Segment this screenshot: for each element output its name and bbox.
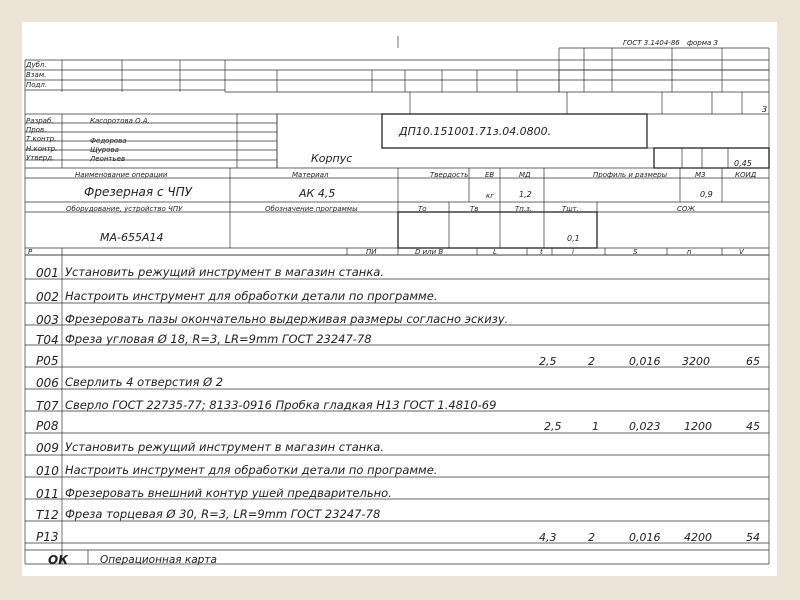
operation-name: Фрезерная с ЧПУ (84, 185, 192, 199)
role-label: Т.контр. (26, 135, 57, 143)
cutting-speed: 65 (746, 355, 760, 368)
role-name: Щурова (90, 146, 119, 154)
col-d-header: D или В (415, 248, 444, 256)
line-text: Сверло ГОСТ 22735-77; 8133-0916 Пробка гладкая Н13 ГОСТ 1.4810-69 (65, 398, 497, 412)
part-mass: 0,45 (734, 159, 752, 168)
sozh-header: СОЖ (677, 205, 695, 213)
tsht-value: 0,1 (567, 234, 580, 243)
line-label: 003 (36, 313, 59, 327)
spindle-speed: 4200 (684, 531, 712, 544)
tpz-header: Тп.з. (515, 205, 533, 213)
tv-header: Тв (470, 205, 479, 213)
line-text: Установить режущий инструмент в магазин станка. (65, 265, 384, 279)
hardness-header: Твердость (430, 171, 469, 179)
col-pi-header: ПИ (366, 248, 377, 256)
role-label: Пров. (26, 126, 47, 134)
tsht-header: Тшт. (562, 205, 579, 213)
feed-value: 0,023 (629, 420, 661, 433)
operation-card-sheet (22, 22, 777, 576)
koid-header: КОИД (735, 171, 757, 179)
line-text: Фрезеровать пазы окончательно выдерживая размеры согласно эскизу. (65, 312, 509, 326)
col-t-header: t (540, 248, 543, 256)
cutting-speed: 54 (746, 531, 760, 544)
line-text: Фрезеровать внешний контур ушей предварительно. (65, 486, 392, 500)
feed-value: 0,016 (629, 355, 661, 368)
vzam-label: Взам. (26, 71, 47, 79)
document-code: ДП10.151001.71з.04.0800. (399, 125, 552, 138)
md-header: МД (519, 171, 531, 179)
material-value: АК 4,5 (299, 187, 336, 200)
line-label: 010 (36, 464, 59, 478)
line-label: Т12 (36, 508, 59, 522)
spindle-speed: 1200 (684, 420, 712, 433)
equipment-header: Оборудование, устройство ЧПУ (66, 205, 183, 213)
line-label: Т07 (36, 399, 59, 413)
role-name: Леонтьев (90, 155, 126, 163)
passes-count: 2 (588, 531, 595, 544)
line-label: 001 (36, 266, 59, 280)
form-title: Операционная карта (100, 554, 217, 566)
role-label: Н.контр. (26, 145, 58, 153)
passes-count: 2 (588, 355, 595, 368)
podl-label: Подл. (26, 81, 48, 89)
part-name: Корпус (311, 152, 353, 165)
line-text: Фреза угловая Ø 18, R=3, LR=9mm ГОСТ 23247-78 (65, 332, 372, 346)
ev-header: ЕВ (485, 171, 495, 179)
md-value: 1,2 (519, 190, 532, 199)
feed-value: 0,016 (629, 531, 661, 544)
mz-header: МЗ (695, 171, 706, 179)
col-v-header: V (739, 248, 744, 256)
role-label: Утверд. (26, 154, 55, 162)
mz-value: 0,9 (700, 190, 713, 199)
cutting-depth: 4,3 (539, 531, 557, 544)
col-p-header: Р (28, 248, 33, 256)
passes-count: 1 (592, 420, 599, 433)
role-label: Разраб. (26, 117, 54, 125)
gost-number: ГОСТ 3.1404-86 (623, 39, 680, 47)
line-text: Фреза торцевая Ø 30, R=3, LR=9mm ГОСТ 23247-78 (65, 507, 381, 521)
role-name: Касоротова О.А. (90, 117, 150, 125)
line-text: Настроить инструмент для обработки детали по программе. (65, 463, 438, 477)
line-label: Р08 (36, 419, 59, 433)
col-l-header: L (493, 248, 497, 256)
dubl-label: Дубл. (26, 61, 47, 69)
material-header: Материал (292, 171, 329, 179)
ev-value: кг (486, 192, 494, 200)
equipment-value: МА-655А14 (100, 231, 164, 244)
cutting-speed: 45 (746, 420, 760, 433)
line-label: Р05 (36, 354, 59, 368)
role-name: Федорова (90, 137, 127, 145)
program-header: Обозначение программы (265, 205, 358, 213)
line-text: Настроить инструмент для обработки детали по программе. (65, 289, 438, 303)
line-label: Т04 (36, 333, 59, 347)
operation-name-header: Наименование операции (75, 171, 168, 179)
line-label: 002 (36, 290, 59, 304)
spindle-speed: 3200 (682, 355, 710, 368)
line-label: 006 (36, 376, 59, 390)
line-label: 011 (36, 487, 59, 501)
line-label: 009 (36, 441, 59, 455)
line-text: Установить режущий инструмент в магазин станка. (65, 440, 384, 454)
cutting-depth: 2,5 (544, 420, 562, 433)
sheet-number: 3 (762, 105, 768, 114)
col-n-header: n (687, 248, 692, 256)
col-s-header: S (633, 248, 638, 256)
form-type-code: ОК (48, 553, 69, 567)
line-text: Сверлить 4 отверстия Ø 2 (65, 375, 224, 389)
to-header: То (418, 205, 427, 213)
cutting-depth: 2,5 (539, 355, 557, 368)
profile-header: Профиль и размеры (593, 171, 668, 179)
form-number: форма 3 (687, 39, 718, 47)
line-label: Р13 (36, 530, 59, 544)
col-i-header: i (572, 248, 574, 256)
